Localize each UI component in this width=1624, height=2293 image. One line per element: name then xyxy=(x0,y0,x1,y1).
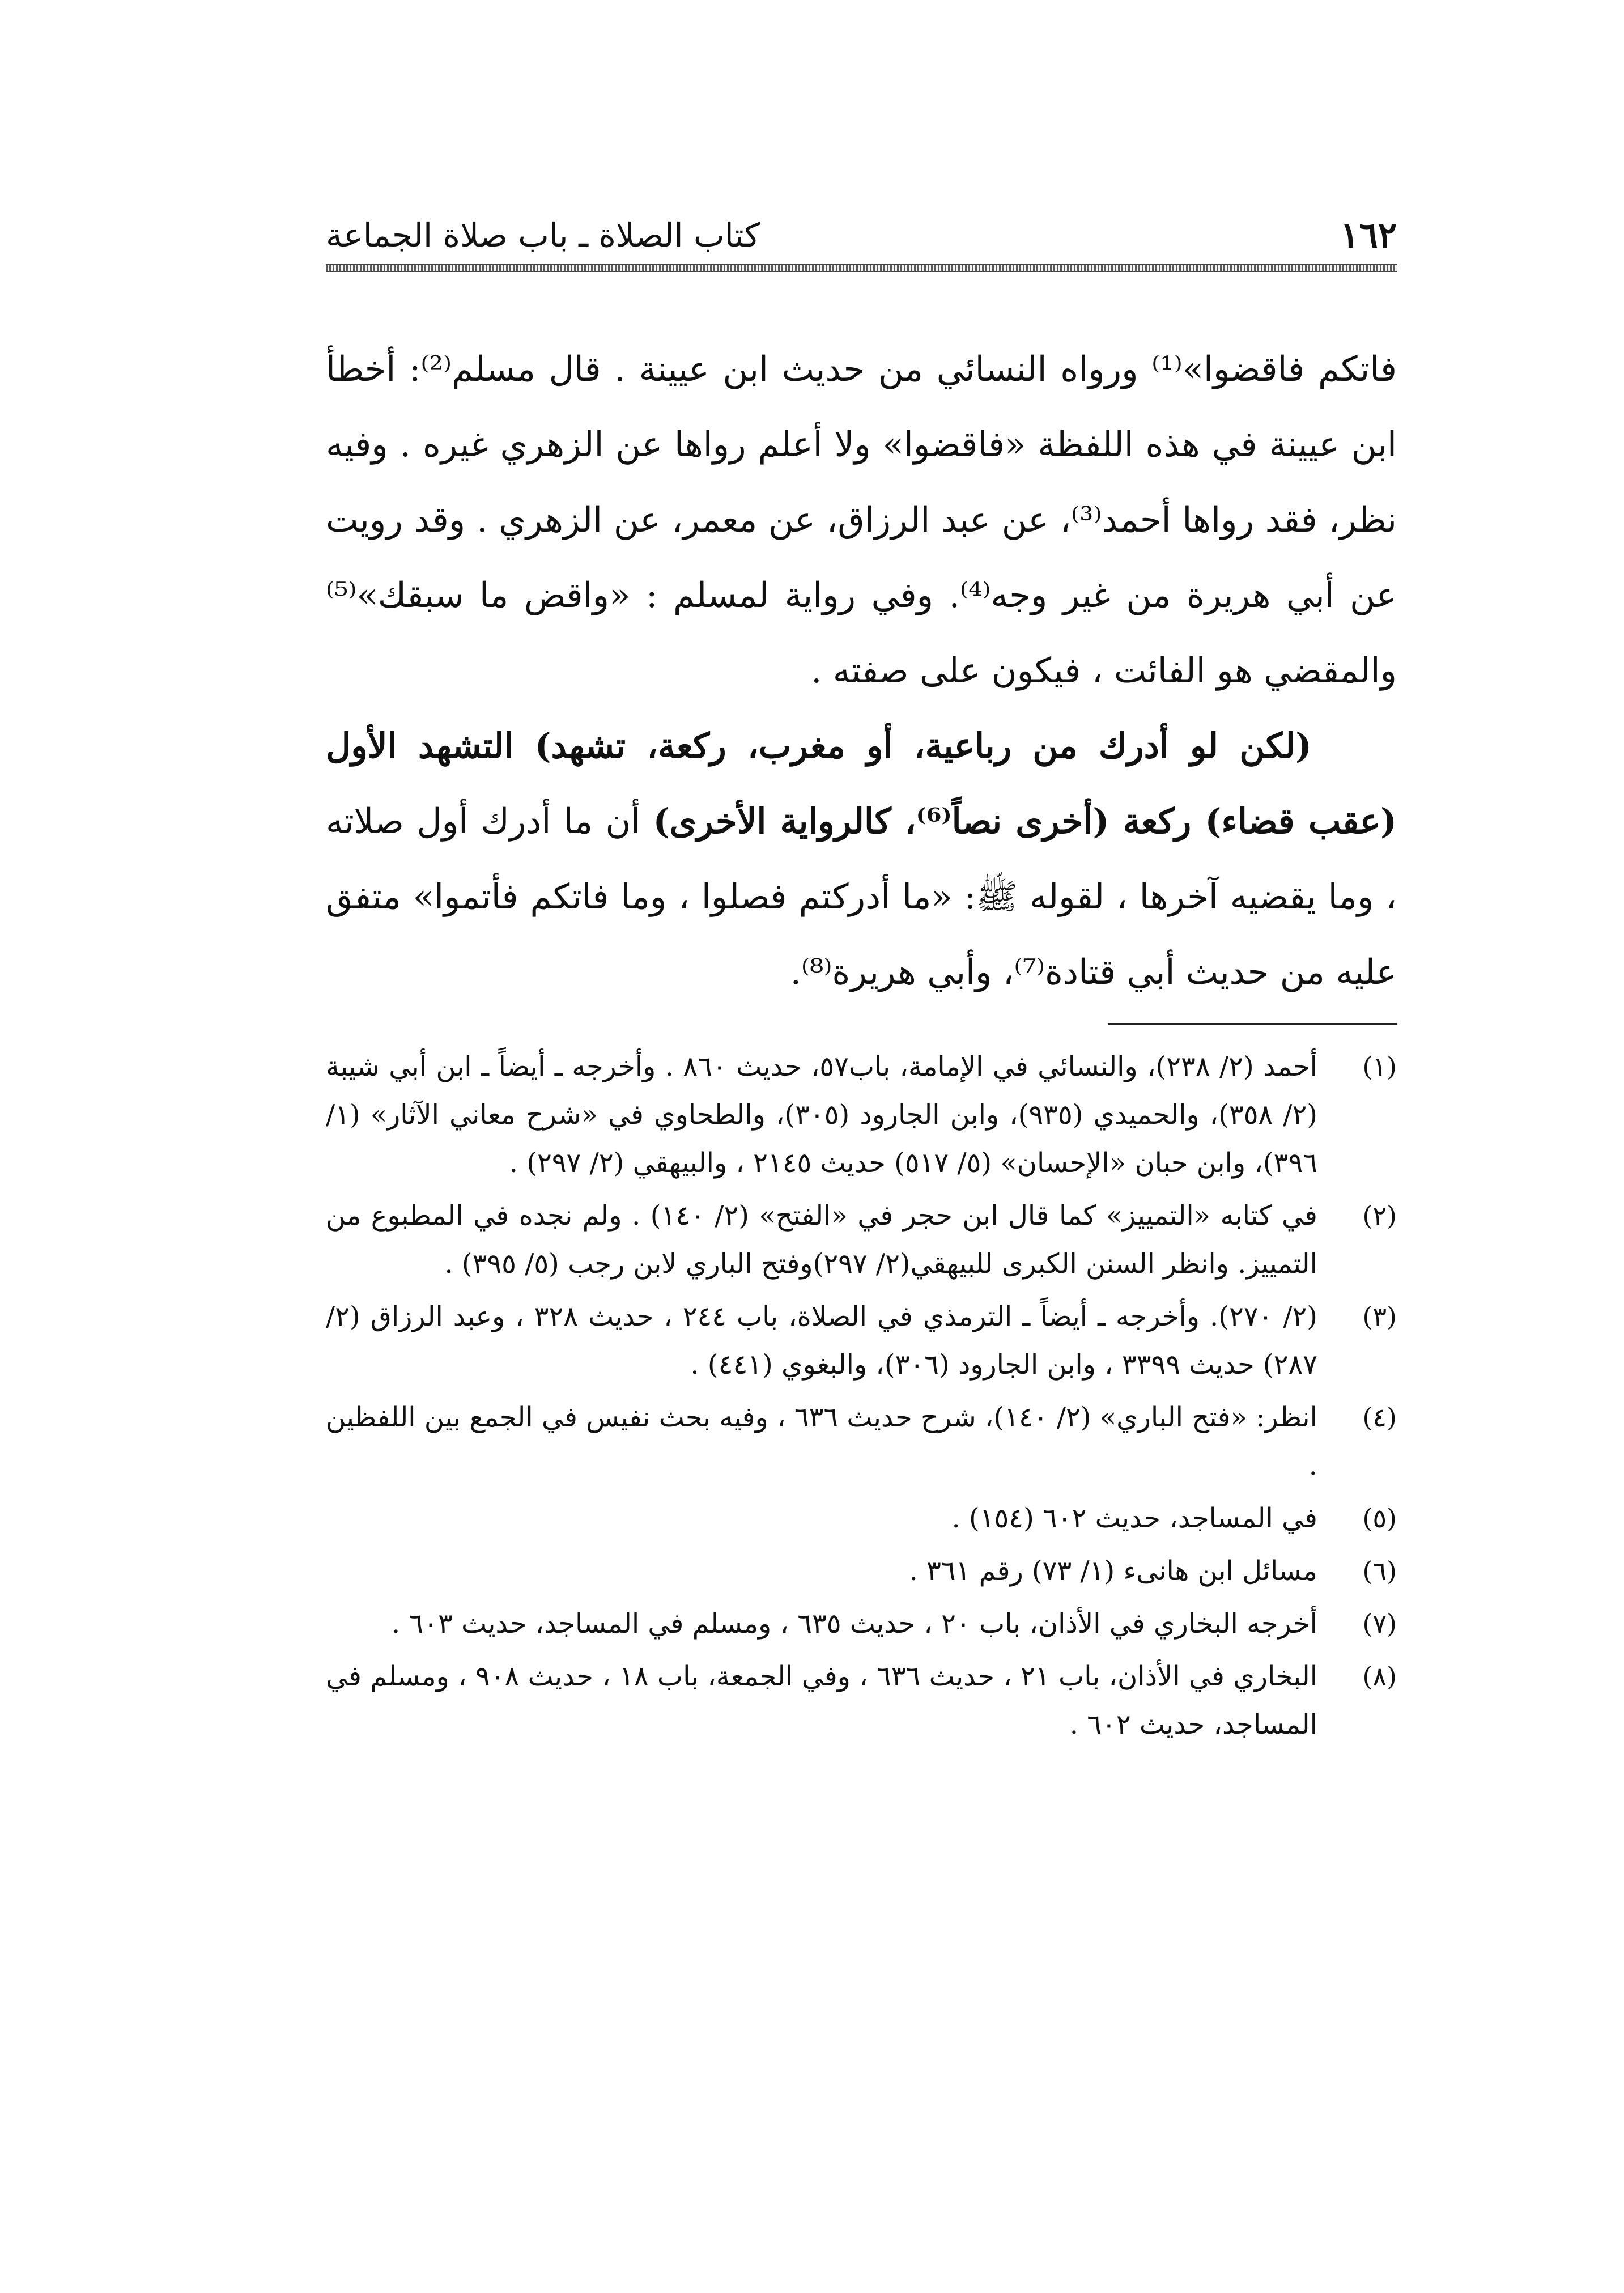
page-header xyxy=(326,213,1397,258)
footnote-text: (٢/ ٢٧٠). وأخرجه ـ أيضاً ـ الترمذي في الصلاة، باب ٢٤٤ ، حديث ٣٢٨ ، وعبد الرزاق (٢/ ٢٨٧) حديث ٣٣٩٩ ، وابن الجارود (٣٠٦)، والبغوي (٤٤١) . xyxy=(326,1301,1318,1381)
footnote-number: (٥) xyxy=(1362,1503,1397,1534)
footnote-text: في المساجد، حديث ٦٠٢ (١٥٤) . xyxy=(951,1502,1317,1534)
footnote-text: في كتابه «التمييز» كما قال ابن حجر في «الفتح» (٢/ ١٤٠) . ولم نجده في المطبوع من التمييز. وانظر السنن الكبرى للبيهقي(٢/ ٢٩٧)وفتح الباري لابن رجب (٥/ ٣٩٥) . xyxy=(326,1200,1317,1280)
footnote-number: (١) xyxy=(1362,1051,1397,1082)
footnote-item xyxy=(326,1192,1397,1288)
commentary: أن ما أدرك أول صلاته ، وما يقضيه آخرها ، لقوله ﷺ: «ما أدركتم فصلوا ، وما فاتكم فأتموا» متفق عليه من حديث أبي قتادة⁽⁷⁾، وأبي هريرة⁽⁸⁾. xyxy=(326,801,1397,992)
footnote-text: أحمد (٢/ ٢٣٨)، والنسائي في الإمامة، باب٥٧، حديث ٨٦٠ . وأخرجه ـ أيضاً ـ ابن أبي شيبة (٢/ ٣٥٨)، والحميدي (٩٣٥)، وابن الجارود (٣٠٥)، والطحاوي في «شرح معاني الآثار» (١/ ٣٩٦)، وابن حبان «الإحسان» (٥/ ٥١٧) حديث ٢١٤٥ ، والبيهقي (٢/ ٢٩٧) . xyxy=(326,1051,1318,1179)
footnote-item xyxy=(326,1394,1397,1490)
footnote-text: مسائل ابن هانىء (١/ ٧٣) رقم ٣٦١ . xyxy=(909,1555,1317,1587)
footnote-number: (٢) xyxy=(1362,1200,1397,1231)
footnote-divider xyxy=(1108,1023,1397,1025)
footnote-item xyxy=(326,1600,1397,1648)
page-number: ١٦٢ xyxy=(1340,214,1397,256)
footnote-text: انظر: «فتح الباري» (٢/ ١٤٠)، شرح حديث ٦٣٦ ، وفيه بحث نفيس في الجمع بين اللفظين . xyxy=(326,1402,1317,1481)
matn-quote: (لكن لو أدرك من رباعية، أو مغرب، ركعة، تشهد) التشهد الأول (عقب قضاء) ركعة (أخرى نصاً⁽⁶⁾، كالرواية الأخرى) xyxy=(326,726,1397,842)
footnote-number: (٧) xyxy=(1362,1608,1397,1639)
footnote-item xyxy=(326,1293,1397,1389)
paragraph-2 xyxy=(326,708,1397,1010)
footnote-text: أخرجه البخاري في الأذان، باب ٢٠ ، حديث ٦٣٥ ، ومسلم في المساجد، حديث ٦٠٣ . xyxy=(391,1608,1317,1640)
footnote-item xyxy=(326,1547,1397,1595)
header-divider xyxy=(326,264,1397,272)
footnote-number: (٨) xyxy=(1362,1661,1397,1692)
footnote-text: البخاري في الأذان، باب ٢١ ، حديث ٦٣٦ ، وفي الجمعة، باب ١٨ ، حديث ٩٠٨ ، ومسلم في المساجد، حديث ٦٠٢ . xyxy=(326,1661,1318,1740)
footnote-item xyxy=(326,1043,1397,1187)
main-text xyxy=(326,332,1397,1010)
running-title: كتاب الصلاة ـ باب صلاة الجماعة xyxy=(326,216,760,254)
footnote-item xyxy=(326,1494,1397,1543)
footnote-item xyxy=(326,1653,1397,1749)
footnote-number: (٣) xyxy=(1362,1301,1397,1332)
footnote-number: (٤) xyxy=(1362,1402,1397,1433)
footnote-number: (٦) xyxy=(1362,1556,1397,1586)
footnotes xyxy=(326,1043,1397,1753)
paragraph-1: فاتكم فاقضوا»⁽¹⁾ ورواه النسائي من حديث ابن عيينة . قال مسلم⁽²⁾: أخطأ ابن عيينة في هذه اللفظة «فاقضوا» ولا أعلم رواها عن الزهري غيره . وفيه نظر، فقد رواها أحمد⁽³⁾، عن عبد الرزاق، عن معمر، عن الزهري . وقد رويت عن أبي هريرة من غير وجه⁽⁴⁾. وفي رواية لمسلم : «واقض ما سبقك»⁽⁵⁾ والمقضي هو الفائت ، فيكون على صفته . xyxy=(326,349,1397,691)
